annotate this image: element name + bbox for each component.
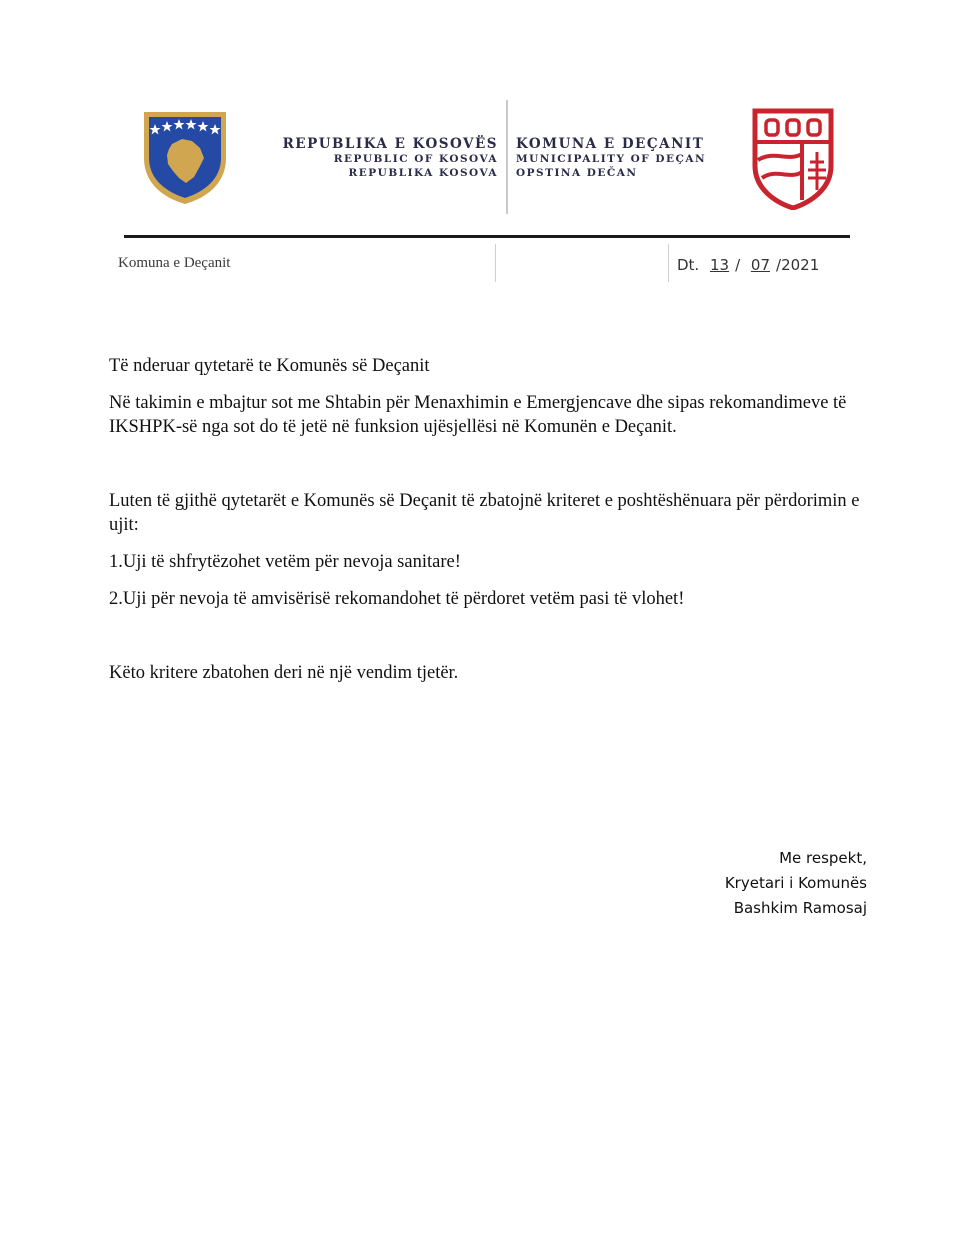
signatory-title: Kryetari i Komunës (724, 874, 867, 892)
date-day: 13 (709, 256, 730, 274)
header-divider (506, 100, 508, 214)
header-republic-name-sr: REPUBLIKA KOSOVA (348, 167, 498, 179)
header-left-block (283, 136, 498, 180)
letter-salutation: Të nderuar qytetarë te Komunës së Deçanit (109, 356, 430, 376)
letter-paragraph-3: Këto kritere zbatohen deri në një vendim tjetër. (109, 663, 459, 683)
header-municipality-name-sr: OPSTINA DEČAN (516, 167, 638, 179)
header-rule (124, 235, 850, 238)
closing-regards: Me respekt, (779, 849, 867, 867)
kosovo-coat-of-arms-icon (140, 108, 230, 206)
letter-closing (725, 846, 867, 921)
signatory-name: Bashkim Ramosaj (733, 899, 867, 917)
letter-list-item-1: 1.Uji të shfrytëzohet vetëm për nevoja sanitare! (109, 552, 461, 572)
header-republic-name: REPUBLIKA E KOSOVËS (282, 136, 498, 152)
date-separator: / (735, 256, 741, 274)
date-year: /2021 (776, 256, 820, 274)
letter-paragraph-2: Luten të gjithë qytetarët e Komunës së Deçanit të zbatojnë kriteret e poshtëshënuara për përdorimin e ujit: (109, 491, 860, 535)
header-republic-name-en: REPUBLIC OF KOSOVA (333, 153, 498, 165)
letter-paragraph-1: Në takimin e mbajtur sot me Shtabin për Menaxhimin e Emergjencave dhe sipas rekomandimeve të IKSHPK-së nga sot do të jetë në funksion ujësjellësi në Komunën e Deçanit. (109, 393, 847, 437)
header-municipality-name: KOMUNA E DEÇANIT (516, 136, 705, 152)
office-name: Komuna e Deçanit (118, 255, 231, 271)
document-date (677, 256, 819, 274)
meta-divider (495, 244, 496, 282)
decan-emblem-icon (752, 108, 834, 210)
header-right-block (516, 136, 706, 180)
letter-list-item-2: 2.Uji për nevoja të amvisërisë rekomandohet të përdoret vetëm pasi të vlohet! (109, 589, 685, 609)
date-prefix: Dt. (677, 256, 700, 274)
date-month: 07 (750, 256, 771, 274)
meta-divider (668, 244, 669, 282)
header-municipality-name-en: MUNICIPALITY OF DEÇAN (516, 153, 707, 165)
